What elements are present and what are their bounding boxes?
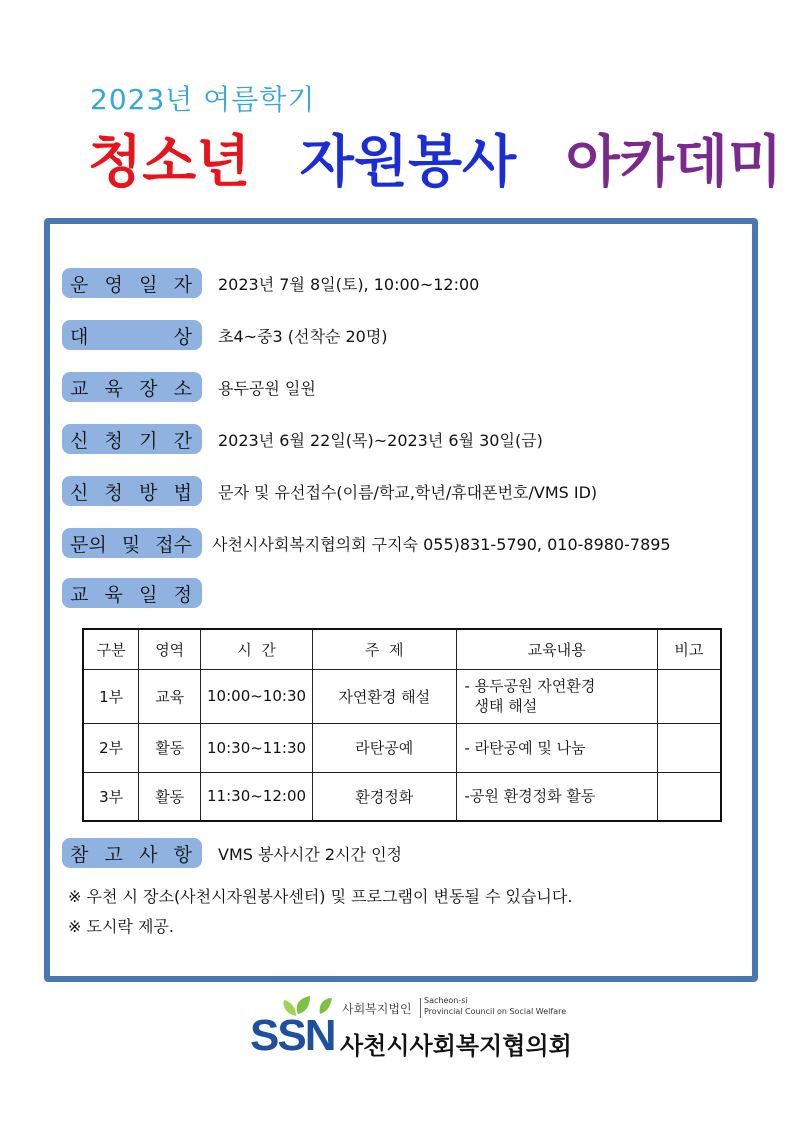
- schedule-label: 교 육 일 정: [62, 578, 202, 608]
- logo-org-type: 사회복지법인: [342, 1002, 412, 1016]
- info-row-method: [62, 476, 598, 506]
- logo-english-2: Provincial Council on Social Welfare: [424, 1007, 567, 1016]
- info-row-period: [62, 424, 543, 454]
- info-row-contact: [62, 528, 671, 558]
- info-label-target: 대 상: [62, 320, 202, 350]
- info-value-method: 문자 및 유선접수(이름/학교,학년/휴대폰번호/VMS ID): [218, 483, 598, 502]
- table-row: 2부 활동 10:30~11:30 라탄공예 - 라탄공예 및 나눔: [83, 723, 721, 772]
- table-row: 1부 교육 10:00~10:30 자연환경 해설 - 용두공원 자연환경 생태 해설: [83, 669, 721, 723]
- subtitle: 2023년 여름학기: [90, 83, 316, 116]
- table-header-row: [83, 629, 721, 669]
- logo-english-1: Sacheon-si: [424, 996, 468, 1005]
- reference-label: 참 고 사 항: [62, 838, 202, 868]
- title-part-academy: 아카데미: [565, 130, 783, 195]
- info-label-method: 신 청 방 법: [62, 476, 202, 506]
- info-label-period: 신 청 기 간: [62, 424, 202, 454]
- logo-divider: [420, 998, 421, 1018]
- info-label-date: 운 영 일 자: [62, 268, 202, 298]
- info-label-place: 교 육 장 소: [62, 372, 202, 402]
- info-value-date: 2023년 7월 8일(토), 10:00~12:00: [218, 275, 480, 294]
- schedule-table: [82, 628, 722, 822]
- page-title: [88, 118, 800, 198]
- info-value-target: 초4~중3 (선착순 20명): [218, 327, 388, 346]
- header-area: 영역: [139, 629, 201, 669]
- info-value-place: 용두공원 일원: [218, 379, 316, 398]
- header-note: 비고: [657, 629, 721, 669]
- info-label-contact: 문의 및 접수: [62, 528, 202, 558]
- header-content: 교육내용: [456, 629, 657, 669]
- header-topic: 주 제: [313, 629, 457, 669]
- logo-mark: SSN: [250, 1011, 335, 1060]
- note-rain: ※ 우천 시 장소(사천시자원봉사센터) 및 프로그램이 변동될 수 있습니다.: [68, 887, 573, 906]
- reference-value: VMS 봉사시간 2시간 인정: [218, 845, 402, 864]
- table-row: 3부 활동 11:30~12:00 환경정화 -공원 환경정화 활동: [83, 772, 721, 821]
- header-time: 시 간: [201, 629, 313, 669]
- note-lunch: ※ 도시락 제공.: [68, 917, 174, 936]
- info-row-target: [62, 320, 388, 350]
- info-row-date: [62, 268, 480, 298]
- header-part: 구분: [83, 629, 139, 669]
- logo-org-name: 사천시사회복지협의회: [340, 1032, 572, 1060]
- org-logo: [250, 994, 572, 1060]
- info-row-place: [62, 372, 316, 402]
- info-value-period: 2023년 6월 22일(목)~2023년 6월 30일(금): [218, 431, 543, 450]
- reference-row: [62, 838, 402, 868]
- title-part-youth: 청소년: [88, 130, 251, 195]
- info-value-contact: 사천시사회복지협의회 구지숙 055)831-5790, 010-8980-7895: [212, 535, 671, 554]
- title-part-volunteer: 자원봉사: [299, 130, 517, 195]
